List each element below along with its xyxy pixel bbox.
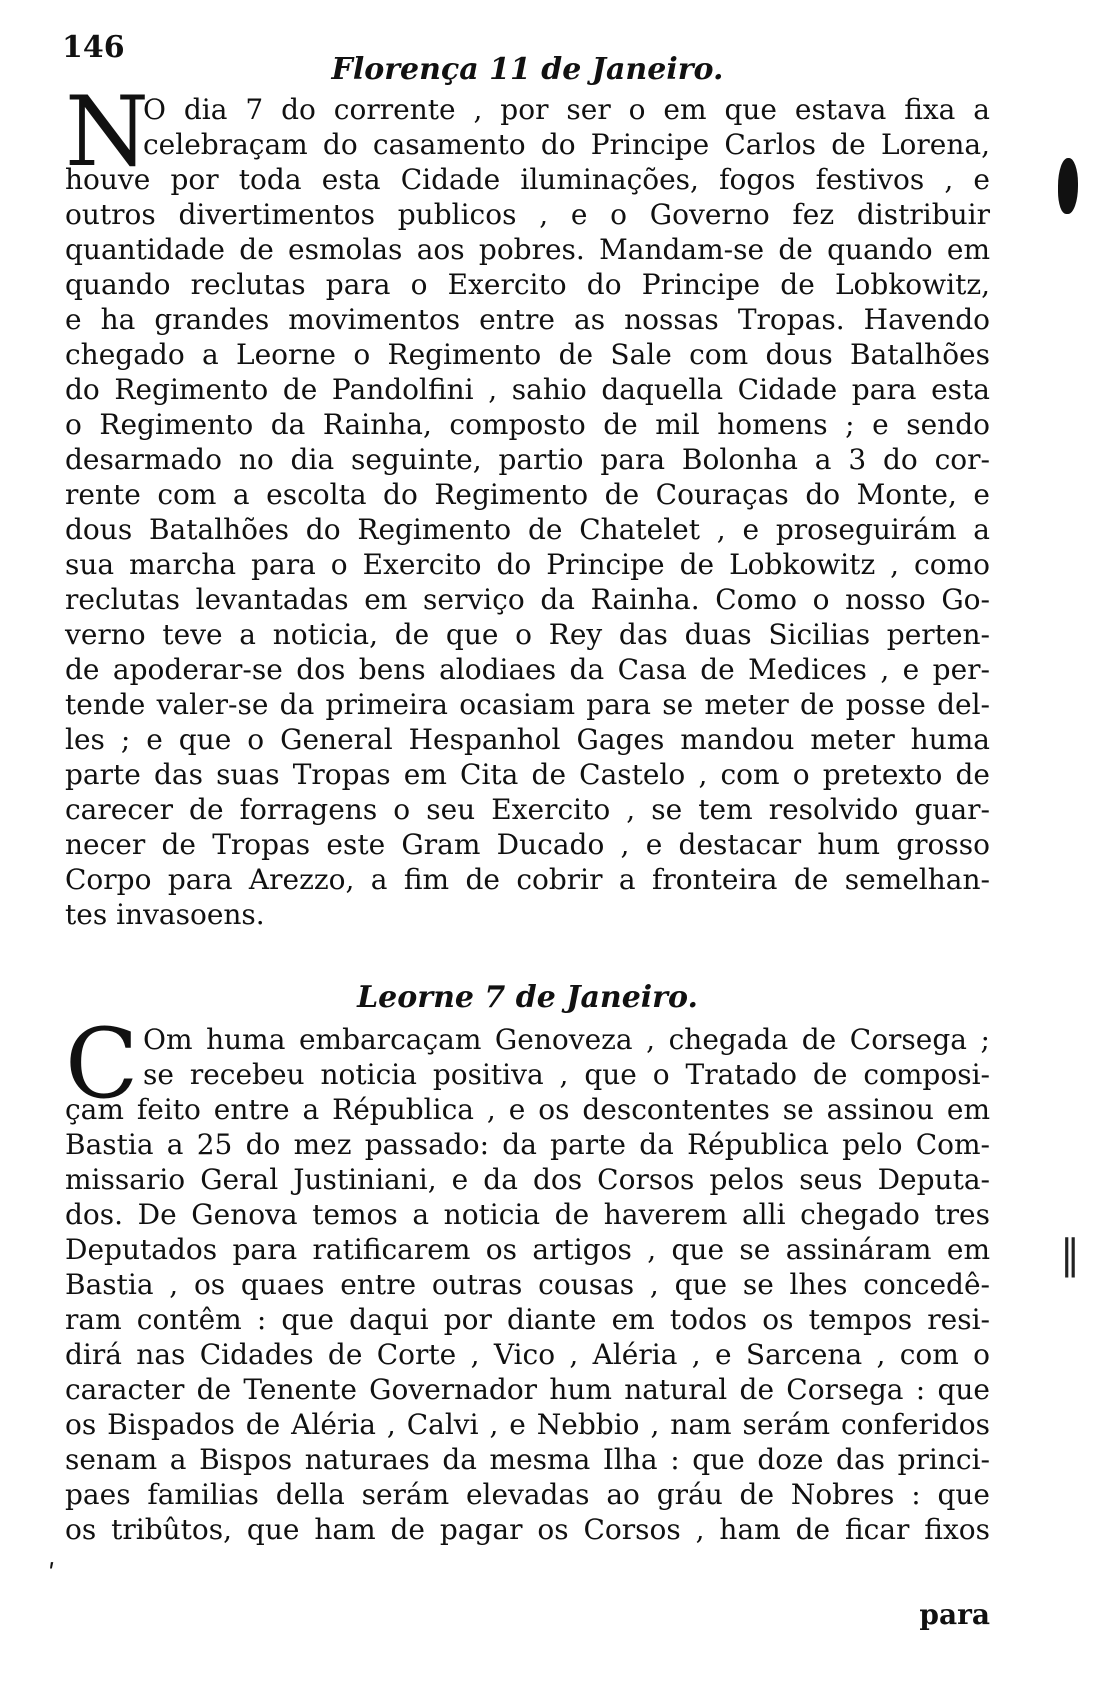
drop-cap: C <box>65 1008 139 1120</box>
text-line: tes invasoens. <box>65 898 265 931</box>
text-line: les ; e que o General Hespanhol Gages mandou meter huma <box>65 723 990 756</box>
text-line: Bastia , os quaes entre outras cousas , que se lhes concedê- <box>65 1268 990 1301</box>
text-line: rente com a escolta do Regimento de Couraças do Monte, e <box>65 478 990 511</box>
text-line: os Bispados de Aléria , Calvi , e Nebbio , nam serám conferidos <box>65 1408 990 1441</box>
text-line: carecer de forragens o seu Exercito , se tem resolvido guar- <box>65 793 990 826</box>
text-line: dos. De Genova temos a noticia de haverem alli chegado tres <box>65 1198 990 1231</box>
text-line: necer de Tropas este Gram Ducado , e destacar hum grosso <box>65 828 990 861</box>
text-line: O dia 7 do corrente , por ser o em que estava fixa a <box>143 93 990 126</box>
text-line: o Regimento da Rainha, composto de mil homens ; e sendo <box>65 408 990 441</box>
text-line: Bastia a 25 do mez passado: da parte da Républica pelo Com- <box>65 1128 990 1161</box>
text-line: parte das suas Tropas em Cita de Castelo , com o pretexto de <box>65 758 990 791</box>
text-line: Corpo para Arezzo, a fim de cobrir a fronteira de semelhan- <box>65 863 990 896</box>
page-number: 146 <box>62 30 125 65</box>
text-line: quantidade de esmolas aos pobres. Mandam-se de quando em <box>65 233 990 266</box>
text-line: reclutas levantadas em serviço da Rainha. Como o nosso Go- <box>65 583 990 616</box>
dateline-florence: Florença 11 de Janeiro. <box>331 52 724 87</box>
text-line: houve por toda esta Cidade iluminações, fogos festivos , e <box>65 163 990 196</box>
text-line: quando reclutas para o Exercito do Principe de Lobkowitz, <box>65 268 990 301</box>
text-line: caracter de Tenente Governador hum natural de Corsega : que <box>65 1373 990 1406</box>
text-line: desarmado no dia seguinte, partio para Bolonha a 3 do cor- <box>65 443 990 476</box>
text-line: verno teve a noticia, de que o Rey das duas Sicilias perten- <box>65 618 990 651</box>
article-florence <box>65 76 990 932</box>
text-line: çam feito entre a Républica , e os descontentes se assinou em <box>65 1093 990 1126</box>
text-line: paes familias della serám elevadas ao gráu de Nobres : que <box>65 1478 990 1511</box>
text-line: tende valer-se da primeira ocasiam para se meter de posse del- <box>65 688 990 721</box>
dateline-leghorn: Leorne 7 de Janeiro. <box>357 980 698 1015</box>
text-line: do Regimento de Pandolfini , sahio daquella Cidade para esta <box>65 373 990 406</box>
ink-blot <box>1058 158 1078 214</box>
text-line: se recebeu noticia positiva , que o Tratado de composi- <box>143 1058 990 1091</box>
text-line: e ha grandes movimentos entre as nossas Tropas. Havendo <box>65 303 990 336</box>
text-line: de apoderar-se dos bens alodiaes da Casa de Medices , e per- <box>65 653 990 686</box>
text-line: ram contêm : que daqui por diante em todos os tempos resi- <box>65 1303 990 1336</box>
text-line: dirá nas Cidades de Corte , Vico , Aléria , e Sarcena , com o <box>65 1338 990 1371</box>
text-line: os tribûtos, que ham de pagar os Corsos , ham de ficar fixos <box>65 1513 990 1546</box>
text-line: outros divertimentos publicos , e o Governo fez distribuir <box>65 198 990 231</box>
text-line: sua marcha para o Exercito do Principe de Lobkowitz , como <box>65 548 990 581</box>
text-line: dous Batalhões do Regimento de Chatelet , e proseguirám a <box>65 513 990 546</box>
text-line: senam a Bispos naturaes da mesma Ilha : que doze das princi- <box>65 1443 990 1476</box>
catchword: para <box>919 1598 990 1631</box>
text-line: Deputados para ratificarem os artigos , que se assináram em <box>65 1233 990 1266</box>
margin-mark: ‖ <box>1060 1232 1080 1278</box>
drop-cap: N <box>65 76 149 188</box>
margin-mark: ʹ <box>48 1560 56 1590</box>
text-line: Om huma embarcaçam Genoveza , chegada de Corsega ; <box>143 1023 990 1056</box>
text-line: chegado a Leorne o Regimento de Sale com dous Batalhões <box>65 338 990 371</box>
text-line: missario Geral Justiniani, e da dos Corsos pelos seus Deputa- <box>65 1163 990 1196</box>
article-leghorn <box>65 1008 990 1547</box>
text-line: celebraçam do casamento do Principe Carlos de Lorena, <box>143 128 990 161</box>
